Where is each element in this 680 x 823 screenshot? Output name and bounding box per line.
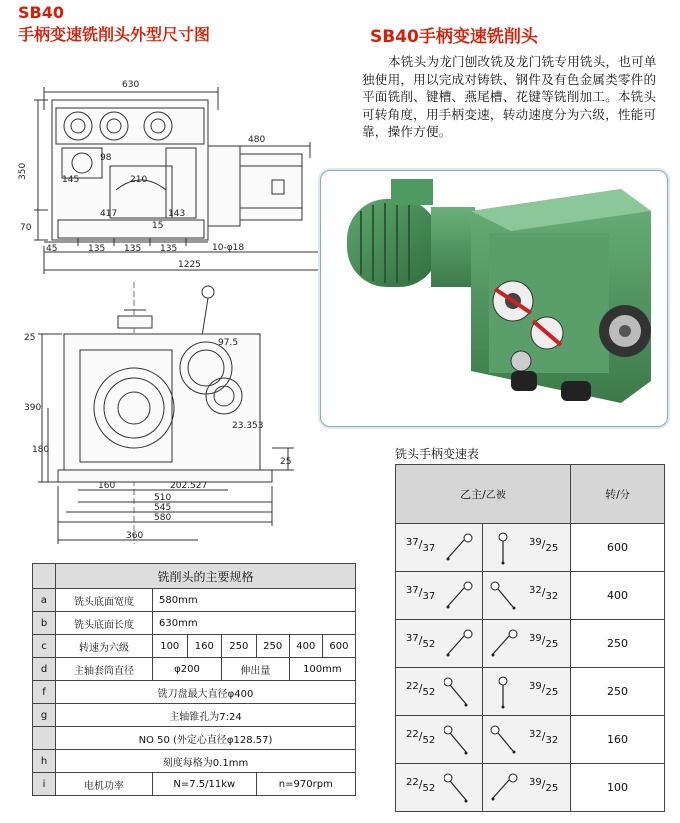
top-outline-drawing bbox=[18, 70, 318, 280]
spec-row: g 主轴锥孔为7:24 bbox=[33, 704, 356, 727]
spec-table bbox=[32, 563, 356, 796]
dim-480: 480 bbox=[248, 135, 266, 145]
dim-1225: 1225 bbox=[178, 260, 201, 270]
speed-value: 600 bbox=[571, 524, 665, 572]
spec-row: d 主轴套筒直径 φ200 伸出量 100mm bbox=[33, 658, 356, 681]
dim-143: 143 bbox=[168, 209, 186, 219]
product-photo bbox=[320, 170, 668, 427]
speed-value: 400 bbox=[571, 572, 665, 620]
speed-value: 250 bbox=[571, 668, 665, 716]
gear-ratio-2: $^{32}/_{32}$ bbox=[529, 729, 559, 746]
dim-210: 210 bbox=[130, 175, 148, 185]
lever-icon bbox=[444, 772, 476, 806]
dim-360: 360 bbox=[126, 531, 144, 541]
speed-row bbox=[396, 572, 665, 620]
gear-ratio-2: $^{39}/_{25}$ bbox=[529, 681, 559, 698]
lever-icon bbox=[444, 532, 476, 566]
dim-417: 417 bbox=[100, 209, 118, 219]
dim-70: 70 bbox=[20, 223, 32, 233]
drawing-title: 手柄变速铣削头外型尺寸图 bbox=[18, 25, 211, 44]
dim-135b: 135 bbox=[124, 244, 142, 254]
gear-ratio-1: $^{37}/_{37}$ bbox=[406, 537, 436, 554]
speed-table bbox=[395, 464, 665, 812]
product-title: SB40手柄变速铣削头 bbox=[370, 27, 538, 47]
lever-icon bbox=[444, 676, 476, 710]
speed-row bbox=[396, 764, 665, 812]
dim-hole: 10-φ18 bbox=[212, 243, 245, 253]
lever-icon bbox=[489, 580, 521, 614]
spec-row: NO 50 (外定心直径φ128.57) bbox=[33, 727, 356, 750]
gear-ratio-2: $^{39}/_{25}$ bbox=[529, 537, 559, 554]
spec-row: f 铣刀盘最大直径φ400 bbox=[33, 681, 356, 704]
product-description: 本铣头为龙门刨改铣及龙门铣专用铣头，也可单独使用，用以完成对铸铁、钢件及有色金属类零件的平面铣削、键槽、燕尾槽、花键等铣削加工。本铣头可转角度，用手柄变速，转动速度分为六级，性能可靠，操作方便。 bbox=[362, 54, 657, 140]
gear-ratio-1: $^{22}/_{52}$ bbox=[406, 681, 436, 698]
dim-510: 510 bbox=[154, 493, 172, 503]
speed-value: 100 bbox=[571, 764, 665, 812]
gear-ratio-1: $^{22}/_{52}$ bbox=[406, 729, 436, 746]
lever-icon bbox=[489, 676, 521, 710]
dim-45: 45 bbox=[46, 244, 58, 254]
dim-202-527: 202.527 bbox=[170, 481, 208, 491]
dim-135: 135 bbox=[88, 244, 106, 254]
dim-25-top: 25 bbox=[24, 333, 36, 343]
dim-580: 580 bbox=[154, 513, 172, 523]
dim-180: 180 bbox=[32, 445, 50, 455]
dim-350: 350 bbox=[18, 162, 28, 180]
lever-icon bbox=[489, 724, 521, 758]
speed-row bbox=[396, 524, 665, 572]
dim-390: 390 bbox=[24, 403, 42, 413]
dim-160: 160 bbox=[98, 481, 116, 491]
spec-row: h 刻度每格为0.1mm bbox=[33, 750, 356, 773]
speed-table-title: 铣头手柄变速表 bbox=[395, 447, 480, 461]
model-title: SB40 bbox=[18, 3, 64, 22]
lever-icon bbox=[489, 532, 521, 566]
gear-ratio-1: $^{22}/_{52}$ bbox=[406, 777, 436, 794]
dim-98: 98 bbox=[100, 153, 112, 163]
spec-row: a 铣头底面宽度 580mm bbox=[33, 589, 356, 612]
front-view-drawing bbox=[18, 282, 318, 552]
speed-row bbox=[396, 620, 665, 668]
lever-icon bbox=[444, 724, 476, 758]
spec-row: b 铣头底面长度 630mm bbox=[33, 612, 356, 635]
gear-header: 乙主/乙被 bbox=[396, 465, 571, 524]
spec-table-title: 铣削头的主要规格 bbox=[56, 564, 356, 589]
speed-header: 转/分 bbox=[571, 465, 665, 524]
gear-ratio-1: $^{37}/_{37}$ bbox=[406, 585, 436, 602]
speed-value: 160 bbox=[571, 716, 665, 764]
speed-value: 250 bbox=[571, 620, 665, 668]
dim-25-right: 25 bbox=[280, 457, 292, 467]
dim-145: 145 bbox=[62, 175, 80, 185]
speed-row bbox=[396, 716, 665, 764]
lever-icon bbox=[444, 628, 476, 662]
gear-ratio-2: $^{39}/_{25}$ bbox=[529, 777, 559, 794]
dim-23-353: 23.353 bbox=[232, 421, 264, 431]
spec-row: c 转速为六级 100 160 250 250 400 600 bbox=[33, 635, 356, 658]
gear-ratio-1: $^{37}/_{52}$ bbox=[406, 633, 436, 650]
dim-97-5: 97.5 bbox=[218, 338, 239, 348]
gear-ratio-2: $^{39}/_{25}$ bbox=[529, 633, 559, 650]
dim-545: 545 bbox=[154, 503, 172, 513]
speed-row bbox=[396, 668, 665, 716]
lever-icon bbox=[489, 628, 521, 662]
gear-ratio-2: $^{32}/_{32}$ bbox=[529, 585, 559, 602]
lever-icon bbox=[444, 580, 476, 614]
dim-630: 630 bbox=[122, 80, 140, 90]
lever-icon bbox=[489, 772, 521, 806]
dim-15: 15 bbox=[152, 221, 164, 231]
dim-135c: 135 bbox=[160, 244, 178, 254]
spec-row: i 电机功率 N=7.5/11kw n=970rpm bbox=[33, 773, 356, 796]
